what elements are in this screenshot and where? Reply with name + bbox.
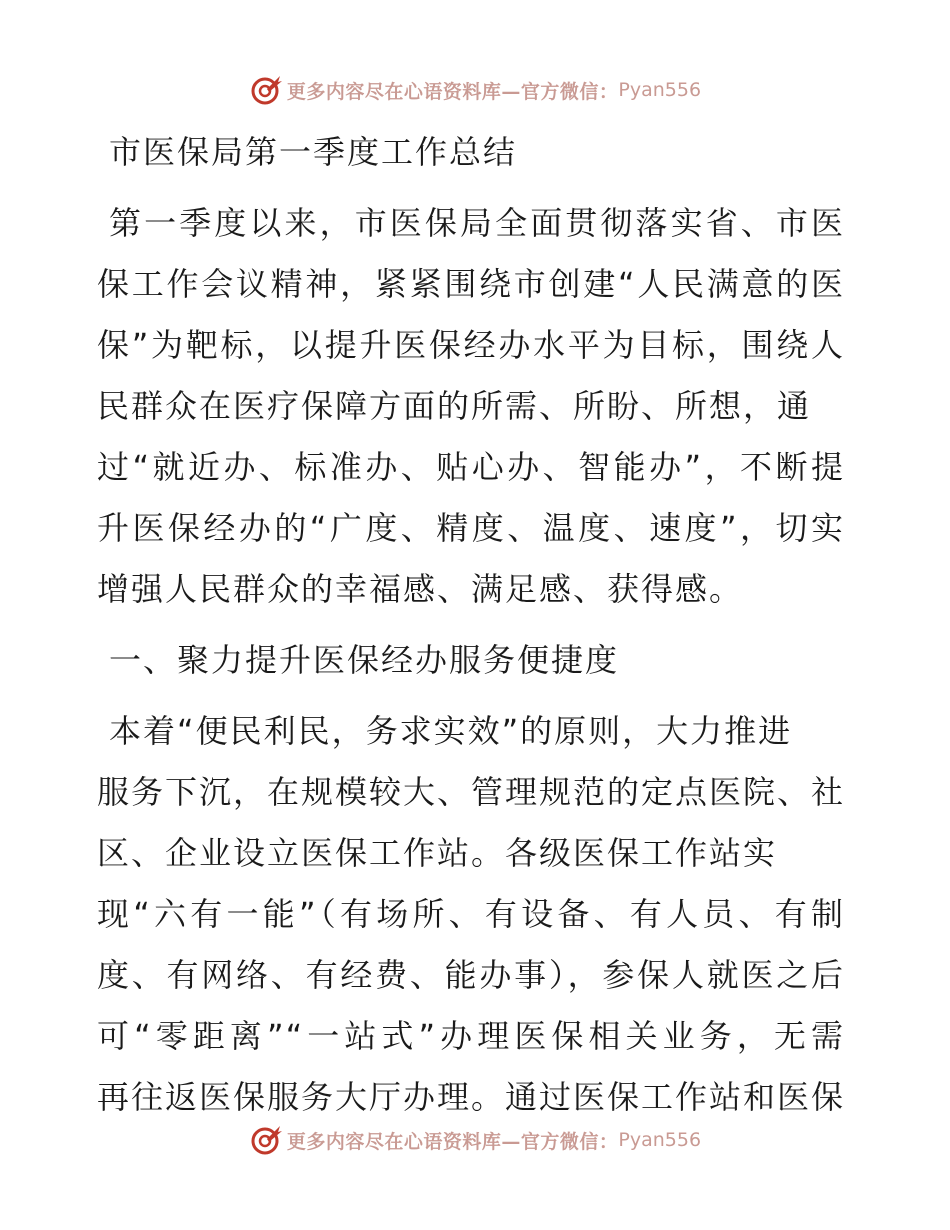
- section-line: 服务下沉，在规模较大、管理规范的定点医院、社: [97, 773, 846, 811]
- section-line: 度、有网络、有经费、能办事），参保人就医之后: [97, 956, 845, 994]
- section-line: 再往返医保服务大厅办理。通过医保工作站和医保: [97, 1078, 846, 1116]
- section-line: 本着“便民利民，务求实效”的原则，大力推进: [109, 712, 793, 750]
- header-watermark: [0, 70, 950, 110]
- intro-line: 升医保经办的“广度、精度、温度、速度”，切实: [97, 509, 845, 547]
- watermark-text: 更多内容尽在心语资料库—官方微信：: [286, 1130, 619, 1153]
- section-line: 可“零距离”“一站式”办理医保相关业务，无需: [97, 1017, 845, 1055]
- document-title: 市医保局第一季度工作总结: [109, 133, 518, 171]
- watermark-text: 更多内容尽在心语资料库—官方微信：: [286, 80, 619, 103]
- footer-watermark: [0, 1120, 950, 1160]
- watermark-handle: Pyan556: [618, 79, 702, 101]
- quill-logo-icon: [249, 73, 283, 107]
- intro-line: 保工作会议精神，紧紧围绕市创建“人民满意的医: [97, 265, 845, 303]
- section-line: 区、企业设立医保工作站。各级医保工作站实: [97, 834, 778, 872]
- quill-logo-icon: [249, 1123, 283, 1157]
- intro-line: 过“就近办、标准办、贴心办、智能办”，不断提: [97, 448, 845, 486]
- intro-line: 民群众在医疗保障方面的所需、所盼、所想，通: [97, 387, 812, 425]
- watermark-handle: Pyan556: [618, 1129, 702, 1151]
- section-line: 现“六有一能”（有场所、有设备、有人员、有制: [97, 895, 845, 933]
- intro-line: 第一季度以来，市医保局全面贯彻落实省、市医: [109, 204, 845, 242]
- intro-line: 保”为靶标，以提升医保经办水平为目标，围绕人: [97, 326, 845, 364]
- document-body: [97, 122, 857, 1128]
- section-heading: 一、聚力提升医保经办服务便捷度: [109, 641, 620, 679]
- intro-line: 增强人民群众的幸福感、满足感、获得感。: [97, 570, 744, 608]
